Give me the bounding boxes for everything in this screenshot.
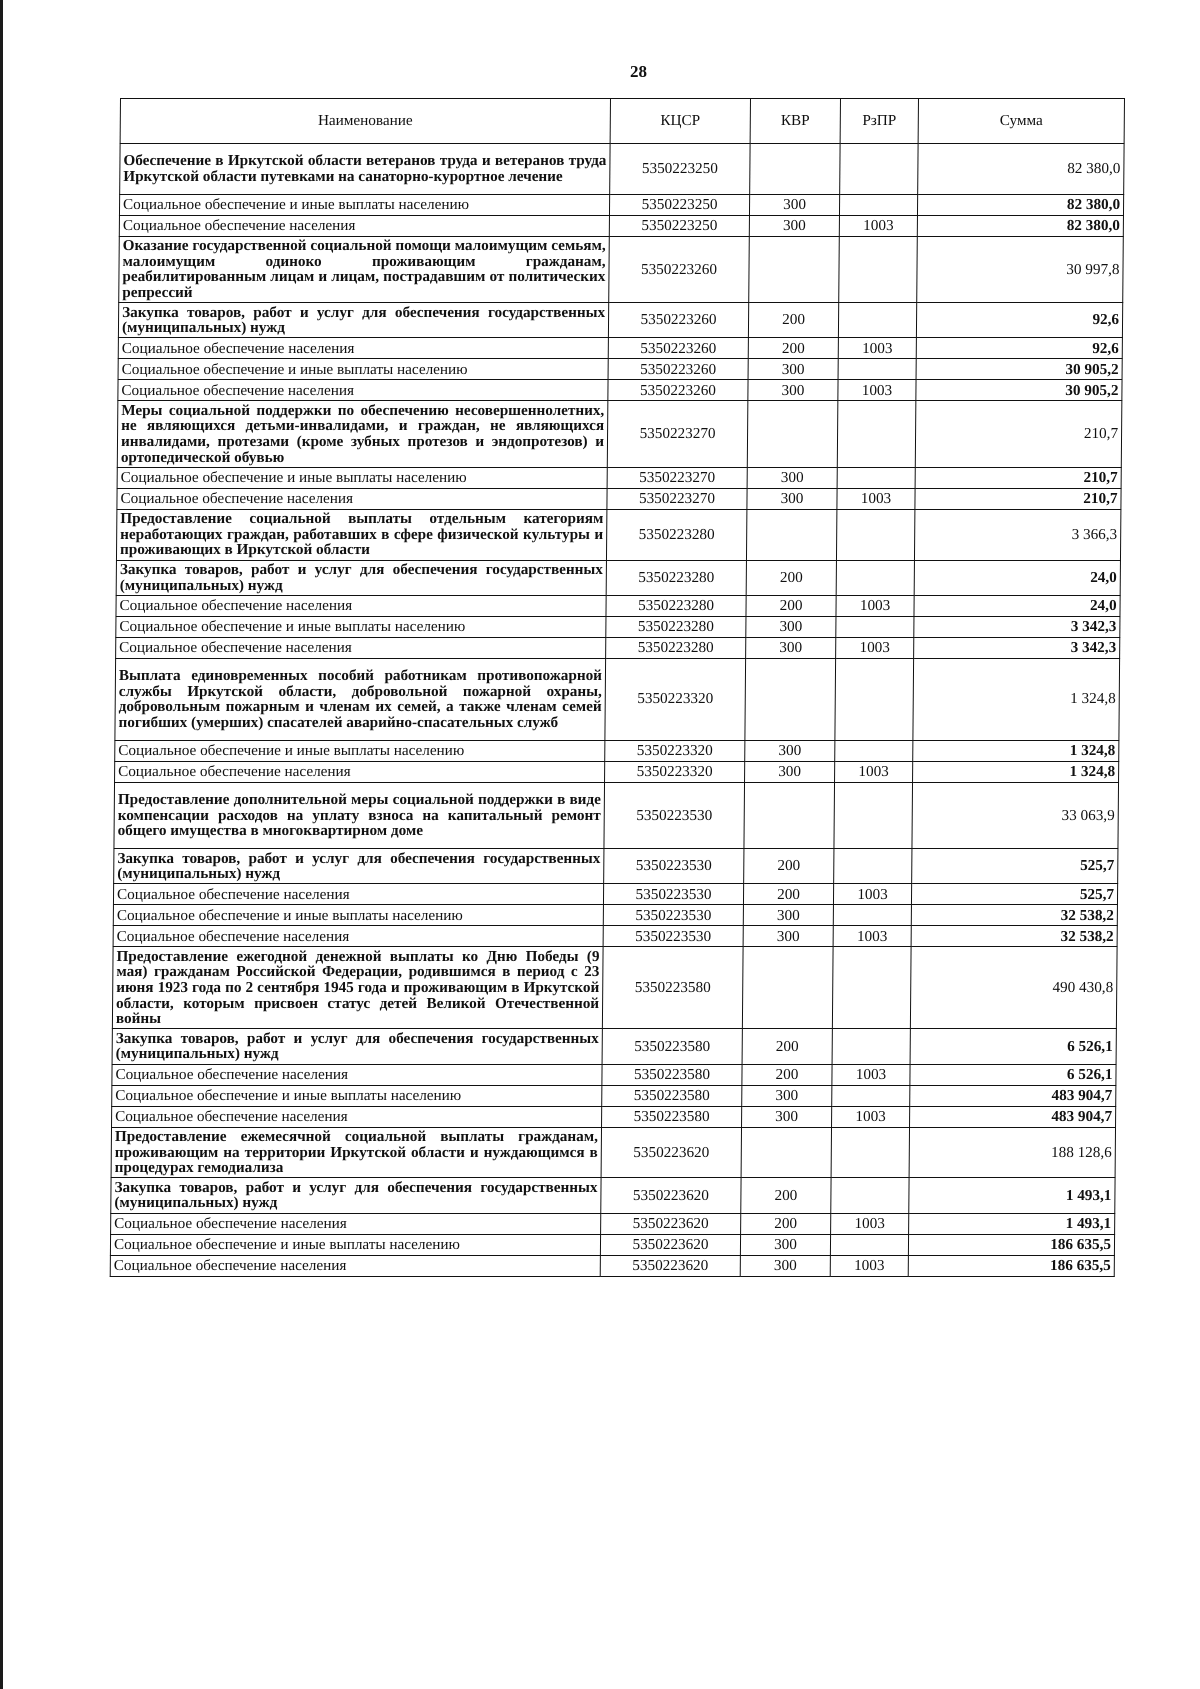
cell-kcsr: 5350223620 — [601, 1127, 741, 1178]
cell-kcsr: 5350223270 — [607, 467, 747, 488]
cell-kvr: 300 — [746, 616, 836, 637]
cell-kcsr: 5350223260 — [608, 380, 748, 401]
cell-kvr: 300 — [747, 467, 837, 488]
cell-kvr: 300 — [749, 194, 839, 215]
cell-kvr — [749, 236, 840, 302]
cell-rzpr: 1003 — [839, 215, 917, 236]
cell-name: Закупка товаров, работ и услуг для обеспечения государственных (муниципальных) нужд — [114, 849, 604, 884]
cell-name: Социальное обеспечение и иные выплаты населению — [117, 467, 607, 488]
cell-kcsr: 5350223280 — [606, 616, 746, 637]
table-row — [118, 338, 1122, 359]
cell-kcsr: 5350223260 — [608, 338, 748, 359]
table-row — [110, 1255, 1114, 1276]
cell-kcsr: 5350223250 — [609, 215, 749, 236]
cell-kvr — [745, 658, 836, 740]
cell-sum: 1 324,8 — [913, 658, 1120, 740]
cell-rzpr — [838, 359, 916, 380]
table-row — [110, 1234, 1114, 1255]
cell-name: Социальное обеспечение населения — [111, 1213, 601, 1234]
cell-name: Социальное обеспечение населения — [113, 884, 603, 905]
cell-rzpr: 1003 — [833, 926, 911, 947]
cell-kcsr: 5350223250 — [610, 144, 750, 195]
cell-rzpr — [834, 849, 912, 884]
cell-kcsr: 5350223620 — [601, 1213, 741, 1234]
cell-rzpr — [835, 740, 913, 761]
cell-name: Закупка товаров, работ и услуг для обеспечения государственных (муниципальных) нужд — [118, 303, 608, 338]
cell-sum: 82 380,0 — [917, 215, 1123, 236]
cell-kcsr: 5350223280 — [606, 637, 746, 658]
table-row — [115, 761, 1119, 782]
cell-name: Социальное обеспечение и иные выплаты населению — [116, 616, 606, 637]
cell-name: Социальное обеспечение и иные выплаты населению — [118, 359, 608, 380]
table-row — [119, 236, 1124, 302]
table-row — [113, 884, 1117, 905]
header-kcsr: КЦСР — [610, 99, 750, 144]
cell-name: Социальное обеспечение населения — [112, 1106, 602, 1127]
table-row — [118, 303, 1122, 338]
cell-sum: 32 538,2 — [911, 926, 1117, 947]
cell-rzpr — [836, 560, 914, 595]
table-row — [118, 380, 1122, 401]
cell-name: Социальное обеспечение населения — [116, 637, 606, 658]
cell-name: Предоставление ежемесячной социальной выплаты гражданам, проживающим на территории Иркутской области и нуждающимся в процедурах гемодиализа — [111, 1127, 601, 1178]
cell-rzpr — [838, 303, 916, 338]
cell-name: Обеспечение в Иркутской области ветеранов труда и ветеранов труда Иркутской области путевками на санаторно-курортное лечение — [120, 144, 610, 195]
cell-name: Социальное обеспечение населения — [112, 1064, 602, 1085]
cell-kvr: 200 — [742, 1029, 832, 1064]
cell-kcsr: 5350223620 — [601, 1178, 741, 1213]
cell-kcsr: 5350223320 — [605, 740, 745, 761]
cell-sum: 3 342,3 — [914, 616, 1120, 637]
cell-rzpr: 1003 — [838, 338, 916, 359]
cell-name: Социальное обеспечение населения — [118, 380, 608, 401]
header-rzpr: РзПР — [840, 99, 918, 144]
cell-rzpr — [831, 1178, 909, 1213]
cell-kcsr: 5350223530 — [604, 849, 744, 884]
table-row — [116, 560, 1120, 595]
cell-rzpr — [833, 905, 911, 926]
cell-kvr: 200 — [742, 1064, 832, 1085]
cell-kvr: 300 — [742, 1106, 832, 1127]
cell-sum: 6 526,1 — [910, 1029, 1116, 1064]
cell-sum: 483 904,7 — [910, 1085, 1116, 1106]
cell-kcsr: 5350223270 — [607, 488, 747, 509]
cell-kvr — [747, 401, 838, 467]
cell-kvr: 200 — [748, 303, 838, 338]
table-row — [112, 1029, 1116, 1064]
table-row — [116, 616, 1120, 637]
cell-sum: 3 342,3 — [914, 637, 1120, 658]
table-row — [119, 194, 1123, 215]
cell-rzpr: 1003 — [835, 761, 913, 782]
cell-rzpr: 1003 — [836, 637, 914, 658]
cell-sum: 525,7 — [912, 849, 1118, 884]
cell-rzpr — [830, 1234, 908, 1255]
cell-kvr: 200 — [741, 1213, 831, 1234]
table-row — [116, 637, 1120, 658]
table-row — [112, 947, 1117, 1029]
cell-sum: 210,7 — [915, 488, 1121, 509]
cell-name: Закупка товаров, работ и услуг для обеспечения государственных (муниципальных) нужд — [112, 1029, 602, 1064]
cell-kvr: 300 — [740, 1255, 830, 1276]
cell-name: Предоставление социальной выплаты отдельным категориям неработающих граждан, работавших в сфере физической культуры и проживающих в Иркутской области — [116, 509, 606, 560]
table-row — [117, 467, 1121, 488]
table-row — [114, 782, 1119, 848]
cell-sum: 92,6 — [916, 303, 1122, 338]
header-row — [120, 99, 1124, 144]
cell-sum: 186 635,5 — [908, 1255, 1114, 1276]
cell-kcsr: 5350223280 — [606, 595, 746, 616]
cell-name: Социальное обеспечение и иные выплаты населению — [110, 1234, 600, 1255]
table-row — [111, 1127, 1115, 1178]
table-row — [117, 401, 1122, 467]
cell-kcsr: 5350223620 — [600, 1234, 740, 1255]
table-row — [114, 849, 1118, 884]
cell-kvr: 200 — [746, 560, 836, 595]
cell-kcsr: 5350223530 — [603, 884, 743, 905]
cell-rzpr: 1003 — [838, 380, 916, 401]
cell-sum: 3 366,3 — [914, 509, 1120, 560]
cell-sum: 33 063,9 — [912, 782, 1119, 848]
cell-rzpr — [837, 401, 916, 467]
cell-sum: 1 493,1 — [909, 1213, 1115, 1234]
table-row — [120, 144, 1124, 195]
table-row — [116, 509, 1120, 560]
cell-rzpr: 1003 — [833, 884, 911, 905]
cell-kvr: 300 — [745, 740, 835, 761]
cell-kcsr: 5350223530 — [603, 926, 743, 947]
cell-rzpr — [832, 947, 911, 1029]
table-row — [111, 1213, 1115, 1234]
cell-sum: 30 997,8 — [917, 236, 1124, 302]
cell-kvr: 300 — [747, 488, 837, 509]
cell-rzpr — [839, 236, 918, 302]
table-row — [117, 488, 1121, 509]
table-body — [110, 144, 1124, 1277]
cell-kvr: 300 — [745, 761, 835, 782]
page-number: 28 — [630, 62, 647, 81]
cell-rzpr — [834, 782, 913, 848]
cell-name: Социальное обеспечение и иные выплаты населению — [119, 194, 609, 215]
cell-name: Социальное обеспечение населения — [119, 215, 609, 236]
cell-name: Социальное обеспечение населения — [118, 338, 608, 359]
table-row — [119, 215, 1123, 236]
cell-name: Меры социальной поддержки по обеспечению несовершеннолетних, не являющихся детьми-инвалидами, и граждан, не являющихся инвалидами, протезами (кроме зубных протезов и эндопротезов) и ортопедической обувью — [117, 401, 608, 467]
cell-sum: 188 128,6 — [909, 1127, 1115, 1178]
cell-kcsr: 5350223280 — [606, 560, 746, 595]
cell-kvr — [746, 509, 836, 560]
header-kvr: КВР — [750, 99, 840, 144]
cell-kcsr: 5350223320 — [605, 658, 746, 740]
cell-sum: 1 324,8 — [913, 761, 1119, 782]
cell-kcsr: 5350223320 — [605, 761, 745, 782]
cell-rzpr: 1003 — [836, 595, 914, 616]
cell-sum: 32 538,2 — [911, 905, 1117, 926]
table-row — [112, 1106, 1116, 1127]
cell-kcsr: 5350223530 — [603, 905, 743, 926]
cell-kcsr: 5350223580 — [602, 947, 743, 1029]
scan-edge — [0, 0, 3, 1689]
cell-sum: 525,7 — [911, 884, 1117, 905]
cell-kvr — [744, 782, 835, 848]
table-row — [111, 1178, 1115, 1213]
cell-kvr — [741, 1127, 831, 1178]
cell-kvr: 200 — [744, 849, 834, 884]
cell-rzpr — [839, 194, 917, 215]
cell-rzpr — [831, 1127, 909, 1178]
cell-sum: 1 324,8 — [913, 740, 1119, 761]
cell-rzpr — [840, 144, 918, 195]
cell-rzpr: 1003 — [837, 488, 915, 509]
cell-sum: 30 905,2 — [916, 380, 1122, 401]
table-row — [112, 1064, 1116, 1085]
cell-kvr: 300 — [748, 380, 838, 401]
cell-kcsr: 5350223260 — [608, 303, 748, 338]
cell-name: Закупка товаров, работ и услуг для обеспечения государственных (муниципальных) нужд — [116, 560, 606, 595]
cell-sum: 24,0 — [914, 560, 1120, 595]
cell-rzpr: 1003 — [832, 1106, 910, 1127]
cell-sum: 186 635,5 — [908, 1234, 1114, 1255]
cell-kvr: 300 — [749, 215, 839, 236]
cell-sum: 490 430,8 — [910, 947, 1117, 1029]
cell-kcsr: 5350223580 — [602, 1106, 742, 1127]
cell-kcsr: 5350223280 — [606, 509, 746, 560]
cell-name: Предоставление ежегодной денежной выплаты ко Дню Победы (9 мая) гражданам Российской Федерации, родившимся в период с 23 июня 1923 года по 2 сентября 1945 года и проживающим в Иркутской области, которым присвоен статус детей Великой Отечественной войны — [112, 947, 603, 1029]
cell-name: Оказание государственной социальной помощи малоимущим семьям, малоимущим одиноко проживающим гражданам, реабилитированным лицам и лицам, пострадавшим от политических репрессий — [119, 236, 610, 302]
table-row — [112, 1085, 1116, 1106]
cell-sum: 210,7 — [915, 401, 1122, 467]
header-sum: Сумма — [918, 99, 1124, 144]
cell-kcsr: 5350223260 — [608, 359, 748, 380]
cell-kvr: 200 — [746, 595, 836, 616]
cell-rzpr — [837, 467, 915, 488]
cell-name: Социальное обеспечение населения — [117, 488, 607, 509]
cell-name: Социальное обеспечение населения — [115, 761, 605, 782]
cell-rzpr — [836, 616, 914, 637]
cell-name: Социальное обеспечение населения — [116, 595, 606, 616]
cell-name: Социальное обеспечение населения — [110, 1255, 600, 1276]
table-header — [120, 99, 1124, 144]
cell-sum: 6 526,1 — [910, 1064, 1116, 1085]
cell-sum: 24,0 — [914, 595, 1120, 616]
cell-kvr — [750, 144, 840, 195]
cell-kcsr: 5350223580 — [602, 1085, 742, 1106]
cell-kvr: 300 — [743, 905, 833, 926]
budget-table — [110, 98, 1125, 1277]
cell-rzpr: 1003 — [830, 1255, 908, 1276]
cell-name: Предоставление дополнительной меры социальной поддержки в виде компенсации расходов на уплату взноса на капитальный ремонт общего имущества в многоквартирном доме — [114, 782, 605, 848]
cell-name: Социальное обеспечение и иные выплаты населению — [112, 1085, 602, 1106]
cell-kvr — [742, 947, 833, 1029]
table-row — [113, 905, 1117, 926]
cell-sum: 1 493,1 — [909, 1178, 1115, 1213]
cell-kvr: 300 — [748, 359, 838, 380]
cell-sum: 483 904,7 — [910, 1106, 1116, 1127]
cell-sum: 210,7 — [915, 467, 1121, 488]
cell-kvr: 300 — [742, 1085, 832, 1106]
cell-rzpr: 1003 — [832, 1064, 910, 1085]
cell-sum: 82 380,0 — [918, 144, 1124, 195]
table-row — [118, 359, 1122, 380]
cell-kvr: 300 — [746, 637, 836, 658]
cell-kcsr: 5350223620 — [600, 1255, 740, 1276]
cell-rzpr — [832, 1029, 910, 1064]
cell-kcsr: 5350223250 — [609, 194, 749, 215]
cell-sum: 30 905,2 — [916, 359, 1122, 380]
cell-sum: 92,6 — [916, 338, 1122, 359]
cell-name: Социальное обеспечение и иные выплаты населению — [115, 740, 605, 761]
cell-kcsr: 5350223260 — [609, 236, 750, 302]
cell-kvr: 300 — [743, 926, 833, 947]
cell-kcsr: 5350223580 — [602, 1029, 742, 1064]
cell-name: Социальное обеспечение населения — [113, 926, 603, 947]
cell-rzpr — [835, 658, 914, 740]
table-row — [115, 658, 1120, 740]
cell-sum: 82 380,0 — [917, 194, 1123, 215]
header-name: Наименование — [120, 99, 610, 144]
cell-name: Закупка товаров, работ и услуг для обеспечения государственных (муниципальных) нужд — [111, 1178, 601, 1213]
cell-kvr: 200 — [748, 338, 838, 359]
cell-kvr: 300 — [740, 1234, 830, 1255]
cell-rzpr: 1003 — [831, 1213, 909, 1234]
table-row — [116, 595, 1120, 616]
cell-kcsr: 5350223530 — [604, 782, 745, 848]
table-row — [115, 740, 1119, 761]
table-row — [113, 926, 1117, 947]
cell-kvr: 200 — [743, 884, 833, 905]
cell-name: Выплата единовременных пособий работникам противопожарной службы Иркутской области, добровольной пожарной охраны, добровольным пожарным и членам их семей, а также членам семей погибших (умерших) спасателей аварийно-спасательных служб — [115, 658, 606, 740]
cell-kcsr: 5350223580 — [602, 1064, 742, 1085]
cell-kcsr: 5350223270 — [607, 401, 748, 467]
cell-kvr: 200 — [741, 1178, 831, 1213]
cell-rzpr — [836, 509, 914, 560]
cell-name: Социальное обеспечение и иные выплаты населению — [113, 905, 603, 926]
cell-rzpr — [832, 1085, 910, 1106]
